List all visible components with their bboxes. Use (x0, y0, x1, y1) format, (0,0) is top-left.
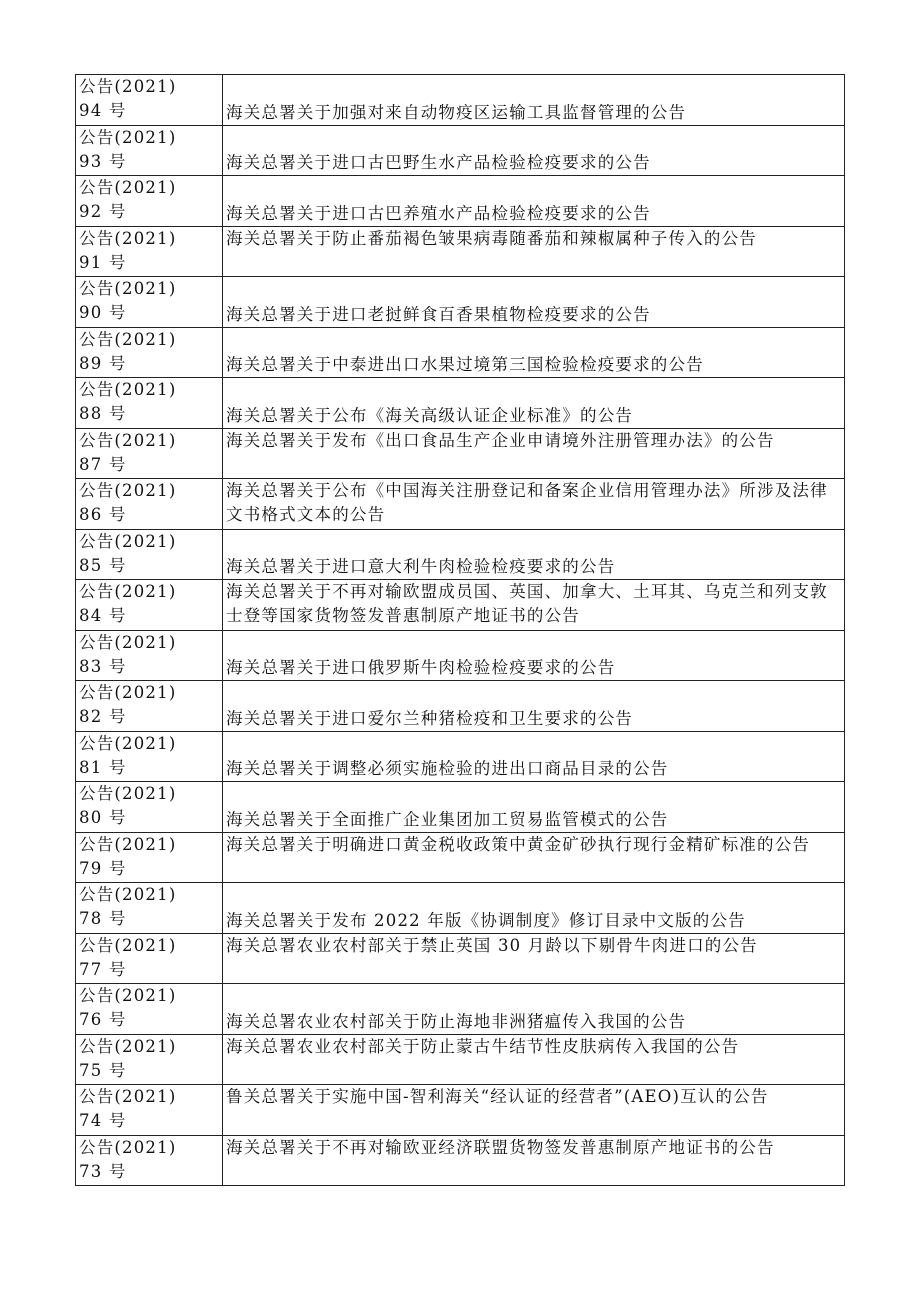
notice-number-cell (76, 176, 223, 227)
notice-title-cell (223, 782, 845, 833)
notice-title-cell (223, 479, 845, 530)
notice-number: 79 号 (79, 858, 127, 878)
table-row (76, 428, 845, 479)
notice-code: 公告(2021) (79, 77, 177, 96)
table-row (76, 1085, 845, 1136)
notice-number-cell (76, 529, 223, 580)
notice-number-cell (76, 883, 223, 934)
notice-number: 83 号 (79, 656, 127, 676)
notice-title-cell (223, 75, 845, 126)
notice-title: 海关总署关于发布 2022 年版《协调制度》修订目录中文版的公告 (226, 910, 746, 930)
notice-code: 公告(2021) (79, 380, 177, 399)
notice-number: 86 号 (79, 505, 127, 524)
notice-number-cell (76, 75, 223, 126)
notice-title: 海关总署关于公布《海关高级认证企业标准》的公告 (226, 405, 634, 425)
notice-number: 77 号 (79, 959, 127, 979)
notice-code: 公告(2021) (79, 1036, 177, 1056)
notice-table (75, 74, 845, 1186)
notice-title-cell (223, 630, 845, 681)
notice-title: 海关总署关于防止番茄褐色皱果病毒随番茄和辣椒属种子传入的公告 (226, 228, 757, 248)
notice-title-cell (223, 378, 845, 429)
notice-title-cell (223, 580, 845, 631)
notice-code: 公告(2021) (79, 329, 177, 349)
notice-number: 80 号 (79, 808, 127, 827)
notice-title-cell (223, 529, 845, 580)
table-row (76, 580, 845, 631)
notice-title: 海关总署关于不再对输欧盟成员国、英国、加拿大、土耳其、乌克兰和列支敦士登等国家货物签发普惠制原产地证书的公告 (226, 582, 828, 625)
notice-title: 海关总署关于进口古巴养殖水产品检验检疫要求的公告 (226, 203, 651, 223)
notice-code: 公告(2021) (79, 279, 177, 298)
notice-title: 海关总署关于中泰进出口水果过境第三国检验检疫要求的公告 (226, 355, 704, 374)
table-row (76, 277, 845, 328)
table-row (76, 1135, 845, 1186)
table-row (76, 176, 845, 227)
notice-number: 85 号 (79, 555, 127, 575)
notice-code: 公告(2021) (79, 430, 177, 450)
notice-title-cell (223, 327, 845, 378)
table-row (76, 630, 845, 681)
notice-title-cell (223, 125, 845, 176)
notice-code: 公告(2021) (79, 481, 177, 500)
notice-code: 公告(2021) (79, 733, 177, 753)
notice-title: 海关总署农业农村部关于防止海地非洲猪瘟传入我国的公告 (226, 1011, 687, 1031)
notice-title-cell (223, 933, 845, 984)
notice-number-cell (76, 277, 223, 328)
notice-number-cell (76, 782, 223, 833)
notice-code: 公告(2021) (79, 885, 177, 904)
notice-title-cell (223, 1135, 845, 1186)
notice-title: 海关总署关于不再对输欧亚经济联盟货物签发普惠制原产地证书的公告 (226, 1137, 775, 1157)
notice-number-cell (76, 933, 223, 984)
notice-number: 76 号 (79, 1010, 127, 1029)
notice-number: 74 号 (79, 1111, 127, 1130)
notice-number: 91 号 (79, 252, 127, 272)
notice-number: 93 号 (79, 151, 127, 171)
notice-number-cell (76, 125, 223, 176)
notice-number-cell (76, 226, 223, 277)
notice-number: 87 号 (79, 454, 127, 474)
notice-table-body (76, 75, 845, 1186)
notice-title: 海关总署关于进口意大利牛肉检验检疫要求的公告 (226, 557, 616, 576)
notice-title: 海关总署关于发布《出口食品生产企业申请境外注册管理办法》的公告 (226, 430, 775, 450)
notice-title: 海关总署关于进口古巴野生水产品检验检疫要求的公告 (226, 153, 651, 172)
table-row (76, 731, 845, 782)
notice-title-cell (223, 883, 845, 934)
notice-title-cell (223, 277, 845, 328)
notice-code: 公告(2021) (79, 784, 177, 803)
table-row (76, 933, 845, 984)
notice-number-cell (76, 832, 223, 883)
notice-number-cell (76, 1085, 223, 1136)
table-row (76, 883, 845, 934)
notice-number-cell (76, 428, 223, 479)
notice-number: 84 号 (79, 606, 127, 625)
notice-number-cell (76, 681, 223, 732)
notice-title: 海关总署农业农村部关于防止蒙古牛结节性皮肤病传入我国的公告 (226, 1036, 740, 1056)
notice-number: 94 号 (79, 101, 127, 120)
notice-number-cell (76, 327, 223, 378)
notice-title: 海关总署关于调整必须实施检验的进出口商品目录的公告 (226, 759, 669, 778)
notice-code: 公告(2021) (79, 683, 177, 702)
notice-title-cell (223, 428, 845, 479)
notice-number: 82 号 (79, 707, 127, 726)
notice-title-cell (223, 226, 845, 277)
notice-number: 92 号 (79, 202, 127, 221)
notice-number-cell (76, 580, 223, 631)
notice-number: 73 号 (79, 1161, 127, 1181)
table-row (76, 529, 845, 580)
notice-number-cell (76, 479, 223, 530)
notice-code: 公告(2021) (79, 834, 177, 854)
notice-title: 海关总署关于全面推广企业集团加工贸易监管模式的公告 (226, 809, 669, 829)
notice-list-page (75, 74, 845, 1186)
notice-number: 81 号 (79, 757, 127, 777)
table-row (76, 125, 845, 176)
notice-number-cell (76, 984, 223, 1035)
notice-title: 海关总署关于加强对来自动物疫区运输工具监督管理的公告 (226, 102, 687, 122)
notice-title-cell (223, 1085, 845, 1136)
notice-number: 90 号 (79, 303, 127, 322)
notice-title: 海关总署关于进口老挝鲜食百香果植物检疫要求的公告 (226, 304, 651, 324)
table-row (76, 378, 845, 429)
notice-code: 公告(2021) (79, 1087, 177, 1106)
notice-code: 公告(2021) (79, 986, 177, 1005)
notice-title-cell (223, 1034, 845, 1085)
notice-code: 公告(2021) (79, 1137, 177, 1157)
notice-number: 89 号 (79, 353, 127, 373)
notice-title: 海关总署关于明确进口黄金税收政策中黄金矿砂执行现行金精矿标准的公告 (226, 834, 811, 854)
notice-title-cell (223, 731, 845, 782)
notice-number-cell (76, 630, 223, 681)
notice-title-cell (223, 832, 845, 883)
notice-code: 公告(2021) (79, 935, 177, 955)
notice-number-cell (76, 1034, 223, 1085)
notice-title: 鲁关总署关于实施中国-智利海关“经认证的经营者”(AEO)互认的公告 (226, 1087, 769, 1106)
notice-code: 公告(2021) (79, 178, 177, 197)
notice-code: 公告(2021) (79, 632, 177, 652)
notice-title: 海关总署关于进口俄罗斯牛肉检验检疫要求的公告 (226, 658, 616, 677)
notice-title-cell (223, 984, 845, 1035)
notice-code: 公告(2021) (79, 531, 177, 551)
notice-number: 75 号 (79, 1060, 127, 1080)
notice-number: 78 号 (79, 909, 127, 928)
table-row (76, 226, 845, 277)
notice-title: 海关总署关于进口爱尔兰种猪检疫和卫生要求的公告 (226, 708, 634, 728)
notice-title: 海关总署关于公布《中国海关注册登记和备案企业信用管理办法》所涉及法律文书格式文本的公告 (226, 481, 828, 524)
notice-code: 公告(2021) (79, 127, 177, 147)
notice-title-cell (223, 681, 845, 732)
notice-title-cell (223, 176, 845, 227)
table-row (76, 75, 845, 126)
notice-number-cell (76, 378, 223, 429)
table-row (76, 479, 845, 530)
notice-number-cell (76, 1135, 223, 1186)
table-row (76, 327, 845, 378)
notice-title: 海关总署农业农村部关于禁止英国 30 月龄以下剔骨牛肉进口的公告 (226, 935, 758, 955)
notice-number-cell (76, 731, 223, 782)
notice-code: 公告(2021) (79, 228, 177, 248)
notice-code: 公告(2021) (79, 582, 177, 601)
table-row (76, 681, 845, 732)
table-row (76, 984, 845, 1035)
notice-number: 88 号 (79, 404, 127, 423)
table-row (76, 782, 845, 833)
table-row (76, 1034, 845, 1085)
table-row (76, 832, 845, 883)
